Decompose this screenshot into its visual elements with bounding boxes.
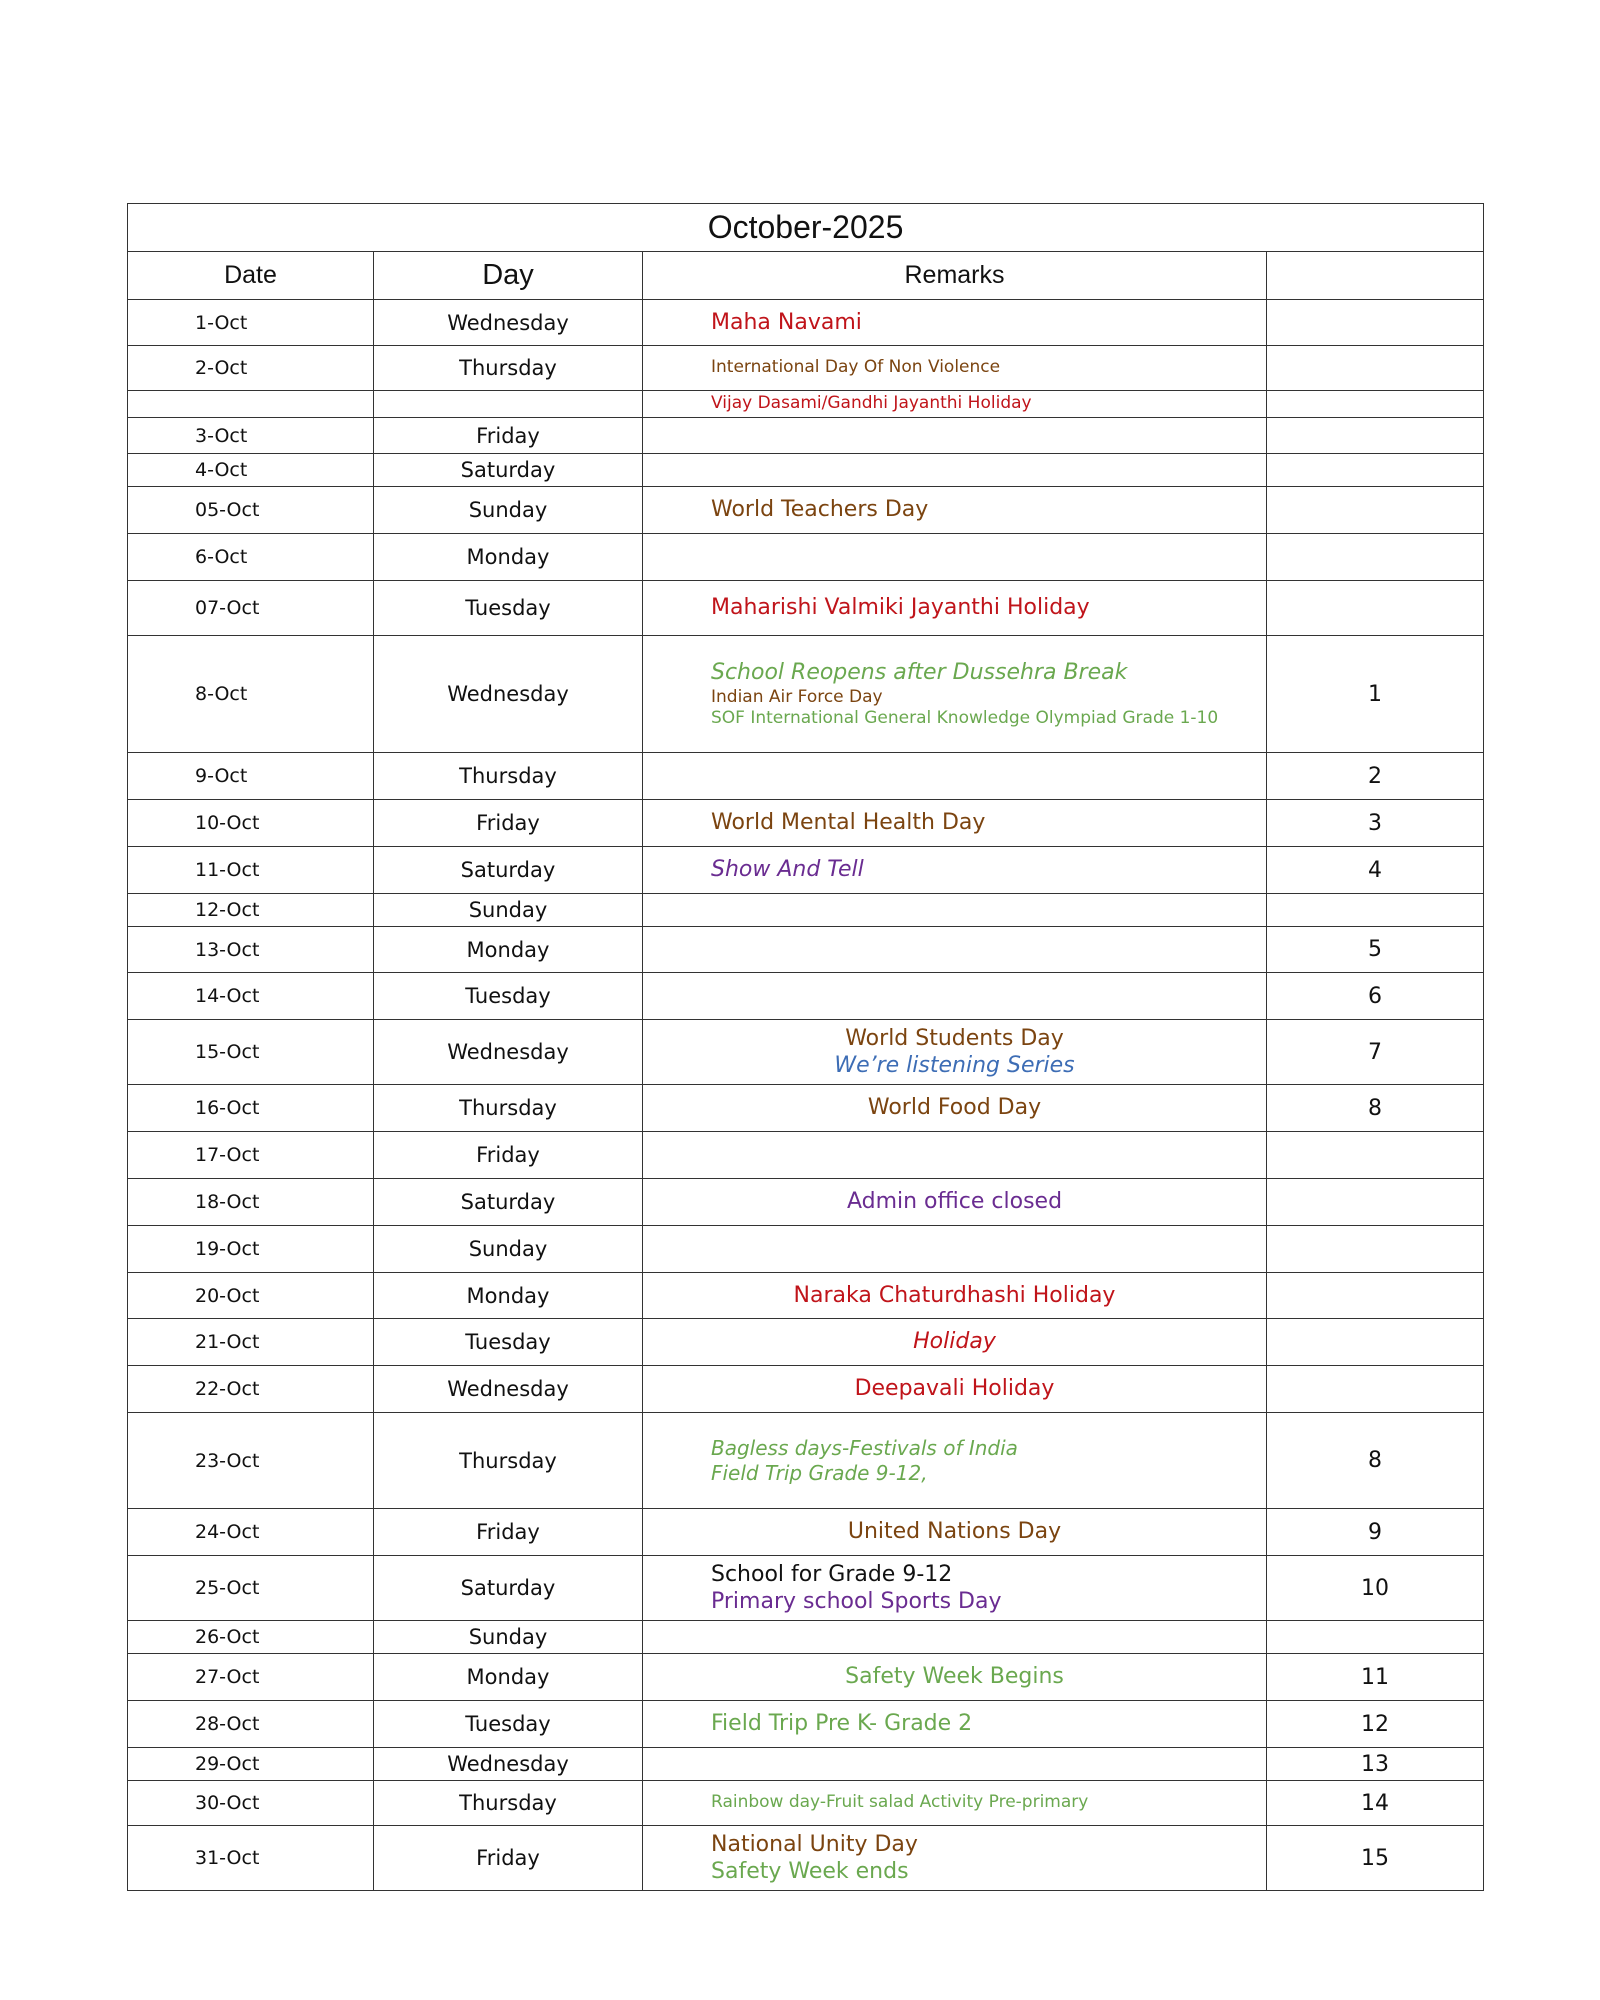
remark-text: International Day Of Non Violence <box>711 357 1001 378</box>
cell-day-number: 12 <box>1267 1701 1484 1748</box>
cell-day: Wednesday <box>374 1366 643 1413</box>
table-row <box>128 1020 1484 1085</box>
cell-day: Thursday <box>374 1413 643 1509</box>
cell-remarks <box>643 1556 1267 1621</box>
table-row <box>128 1319 1484 1366</box>
cell-day: Wednesday <box>374 636 643 753</box>
cell-day-number <box>1267 1319 1484 1366</box>
cell-date: 6-Oct <box>128 534 374 581</box>
remark-text: Primary school Sports Day <box>711 1589 1002 1614</box>
cell-date: 29-Oct <box>128 1748 374 1781</box>
remark-text: World Mental Health Day <box>711 810 986 836</box>
cell-remarks <box>643 1781 1267 1826</box>
cell-remarks <box>643 1085 1267 1132</box>
remark-text: Vijay Dasami/Gandhi Jayanthi Holiday <box>711 393 1032 414</box>
table-row <box>128 418 1484 454</box>
cell-remarks <box>643 636 1267 753</box>
remark-text: World Students Day <box>845 1025 1064 1051</box>
cell-date: 8-Oct <box>128 636 374 753</box>
table-row <box>128 1085 1484 1132</box>
cell-remarks <box>643 1413 1267 1509</box>
remark-text: National Unity Day <box>711 1831 918 1857</box>
cell-date: 16-Oct <box>128 1085 374 1132</box>
calendar-title: October-2025 <box>128 204 1484 252</box>
cell-day: Sunday <box>374 1621 643 1654</box>
cell-date: 11-Oct <box>128 847 374 894</box>
cell-day: Thursday <box>374 753 643 800</box>
remark-text: School Reopens after Dussehra Break <box>711 660 1128 685</box>
cell-day-number <box>1267 1179 1484 1226</box>
cell-day-number: 8 <box>1267 1413 1484 1509</box>
cell-remarks <box>643 300 1267 346</box>
cell-remarks <box>643 1366 1267 1413</box>
cell-day: Monday <box>374 927 643 973</box>
table-row <box>128 973 1484 1020</box>
cell-date: 28-Oct <box>128 1701 374 1748</box>
cell-day-number: 14 <box>1267 1781 1484 1826</box>
remark-text: Show And Tell <box>711 857 864 883</box>
remark-text: Deepavali Holiday <box>854 1376 1055 1402</box>
cell-remarks <box>643 847 1267 894</box>
table-row <box>128 391 1484 418</box>
cell-day: Thursday <box>374 346 643 391</box>
cell-day-number <box>1267 1226 1484 1273</box>
cell-remarks <box>643 346 1267 391</box>
cell-day-number <box>1267 581 1484 636</box>
cell-day: Friday <box>374 1132 643 1179</box>
cell-day-number: 8 <box>1267 1085 1484 1132</box>
remark-text: World Teachers Day <box>711 497 929 523</box>
cell-remarks <box>643 534 1267 581</box>
cell-day-number: 4 <box>1267 847 1484 894</box>
cell-remarks <box>643 581 1267 636</box>
cell-remarks <box>643 1701 1267 1748</box>
cell-date: 9-Oct <box>128 753 374 800</box>
table-row <box>128 581 1484 636</box>
cell-day: Saturday <box>374 454 643 487</box>
cell-date: 10-Oct <box>128 800 374 847</box>
header-remarks: Remarks <box>643 252 1267 300</box>
remark-text: Field Trip Grade 9-12, <box>711 1460 928 1485</box>
cell-date: 26-Oct <box>128 1621 374 1654</box>
remark-text: Bagless days-Festivals of India <box>711 1435 1018 1460</box>
cell-date: 30-Oct <box>128 1781 374 1826</box>
cell-date: 20-Oct <box>128 1273 374 1319</box>
remark-text: SOF International General Knowledge Olympiad Grade 1-10 <box>711 707 1219 728</box>
remark-text: Maha Navami <box>711 309 862 335</box>
remark-text: World Food Day <box>867 1095 1042 1121</box>
remark-text: Safety Week Begins <box>845 1664 1064 1690</box>
cell-date: 13-Oct <box>128 927 374 973</box>
cell-day: Saturday <box>374 1179 643 1226</box>
cell-day-number <box>1267 300 1484 346</box>
cell-remarks <box>643 1273 1267 1319</box>
cell-day-number <box>1267 346 1484 391</box>
remark-text: Field Trip Pre K- Grade 2 <box>711 1711 973 1737</box>
cell-date: 1-Oct <box>128 300 374 346</box>
cell-date: 23-Oct <box>128 1413 374 1509</box>
calendar-body <box>128 300 1484 1891</box>
cell-day: Wednesday <box>374 300 643 346</box>
cell-day: Friday <box>374 800 643 847</box>
cell-day: Monday <box>374 1273 643 1319</box>
cell-day: Tuesday <box>374 1319 643 1366</box>
table-row <box>128 534 1484 581</box>
table-row <box>128 454 1484 487</box>
cell-day: Friday <box>374 1826 643 1891</box>
table-row <box>128 1748 1484 1781</box>
cell-remarks <box>643 1226 1267 1273</box>
cell-day: Saturday <box>374 1556 643 1621</box>
cell-day-number <box>1267 1273 1484 1319</box>
remark-text: Maharishi Valmiki Jayanthi Holiday <box>711 595 1090 621</box>
cell-day-number: 2 <box>1267 753 1484 800</box>
table-row <box>128 847 1484 894</box>
cell-remarks <box>643 1654 1267 1701</box>
cell-date: 24-Oct <box>128 1509 374 1556</box>
cell-day: Sunday <box>374 894 643 927</box>
header-date: Date <box>128 252 374 300</box>
cell-day-number: 9 <box>1267 1509 1484 1556</box>
cell-day: Wednesday <box>374 1748 643 1781</box>
table-row <box>128 1781 1484 1826</box>
cell-date: 15-Oct <box>128 1020 374 1085</box>
cell-date: 21-Oct <box>128 1319 374 1366</box>
remark-text: Rainbow day-Fruit salad Activity Pre-primary <box>711 1792 1089 1813</box>
table-row <box>128 1621 1484 1654</box>
remark-text: Safety Week ends <box>711 1859 909 1884</box>
table-row <box>128 927 1484 973</box>
cell-day: Sunday <box>374 487 643 534</box>
table-row <box>128 487 1484 534</box>
cell-remarks <box>643 1509 1267 1556</box>
table-row <box>128 1132 1484 1179</box>
table-row <box>128 800 1484 847</box>
cell-day: Tuesday <box>374 973 643 1020</box>
cell-day-number: 13 <box>1267 1748 1484 1781</box>
table-row <box>128 1226 1484 1273</box>
cell-date: 25-Oct <box>128 1556 374 1621</box>
cell-day-number <box>1267 1621 1484 1654</box>
table-row <box>128 300 1484 346</box>
cell-day-number <box>1267 487 1484 534</box>
table-row <box>128 753 1484 800</box>
cell-date: 3-Oct <box>128 418 374 454</box>
cell-day-number: 3 <box>1267 800 1484 847</box>
calendar-table <box>127 203 1484 1891</box>
remark-text: Naraka Chaturdhashi Holiday <box>793 1282 1116 1308</box>
cell-remarks <box>643 753 1267 800</box>
cell-date: 22-Oct <box>128 1366 374 1413</box>
header-extra <box>1267 252 1484 300</box>
cell-date: 12-Oct <box>128 894 374 927</box>
cell-day-number: 11 <box>1267 1654 1484 1701</box>
cell-day <box>374 391 643 418</box>
cell-remarks <box>643 1826 1267 1891</box>
cell-day-number: 15 <box>1267 1826 1484 1891</box>
cell-remarks <box>643 1179 1267 1226</box>
cell-remarks <box>643 894 1267 927</box>
cell-day: Friday <box>374 1509 643 1556</box>
cell-day-number <box>1267 391 1484 418</box>
cell-day-number: 1 <box>1267 636 1484 753</box>
table-row <box>128 1826 1484 1891</box>
cell-date: 07-Oct <box>128 581 374 636</box>
cell-date <box>128 391 374 418</box>
cell-day: Thursday <box>374 1781 643 1826</box>
cell-date: 19-Oct <box>128 1226 374 1273</box>
table-row <box>128 1556 1484 1621</box>
remark-text: Holiday <box>913 1329 996 1355</box>
cell-remarks <box>643 1319 1267 1366</box>
cell-day-number <box>1267 418 1484 454</box>
cell-day: Friday <box>374 418 643 454</box>
table-row <box>128 1179 1484 1226</box>
cell-date: 31-Oct <box>128 1826 374 1891</box>
table-row <box>128 894 1484 927</box>
cell-remarks <box>643 800 1267 847</box>
cell-remarks <box>643 391 1267 418</box>
cell-remarks <box>643 454 1267 487</box>
cell-day-number: 6 <box>1267 973 1484 1020</box>
table-row <box>128 636 1484 753</box>
cell-day-number <box>1267 1132 1484 1179</box>
table-row <box>128 1273 1484 1319</box>
cell-day-number: 10 <box>1267 1556 1484 1621</box>
cell-day-number <box>1267 534 1484 581</box>
cell-date: 4-Oct <box>128 454 374 487</box>
cell-day: Monday <box>374 1654 643 1701</box>
remark-text: School for Grade 9-12 <box>711 1561 953 1587</box>
header-day: Day <box>374 252 643 300</box>
table-row <box>128 1701 1484 1748</box>
cell-remarks <box>643 1621 1267 1654</box>
cell-day: Saturday <box>374 847 643 894</box>
table-row <box>128 1366 1484 1413</box>
cell-day-number <box>1267 1366 1484 1413</box>
cell-day: Sunday <box>374 1226 643 1273</box>
cell-day: Tuesday <box>374 581 643 636</box>
cell-date: 18-Oct <box>128 1179 374 1226</box>
remark-text: Admin office closed <box>846 1189 1063 1215</box>
cell-remarks <box>643 418 1267 454</box>
cell-remarks <box>643 1132 1267 1179</box>
cell-date: 2-Oct <box>128 346 374 391</box>
table-row <box>128 1413 1484 1509</box>
cell-day: Thursday <box>374 1085 643 1132</box>
cell-remarks <box>643 1748 1267 1781</box>
table-row <box>128 346 1484 391</box>
cell-date: 05-Oct <box>128 487 374 534</box>
remark-text: We’re listening Series <box>834 1053 1075 1078</box>
cell-day-number <box>1267 894 1484 927</box>
cell-day-number <box>1267 454 1484 487</box>
cell-day-number: 5 <box>1267 927 1484 973</box>
remark-text: Indian Air Force Day <box>711 686 883 707</box>
cell-remarks <box>643 927 1267 973</box>
cell-remarks <box>643 487 1267 534</box>
cell-date: 14-Oct <box>128 973 374 1020</box>
cell-remarks <box>643 973 1267 1020</box>
cell-day: Wednesday <box>374 1020 643 1085</box>
table-row <box>128 1509 1484 1556</box>
cell-day-number: 7 <box>1267 1020 1484 1085</box>
cell-date: 27-Oct <box>128 1654 374 1701</box>
cell-day: Monday <box>374 534 643 581</box>
cell-remarks <box>643 1020 1267 1085</box>
remark-text: United Nations Day <box>847 1519 1062 1545</box>
cell-day: Tuesday <box>374 1701 643 1748</box>
cell-date: 17-Oct <box>128 1132 374 1179</box>
table-row <box>128 1654 1484 1701</box>
